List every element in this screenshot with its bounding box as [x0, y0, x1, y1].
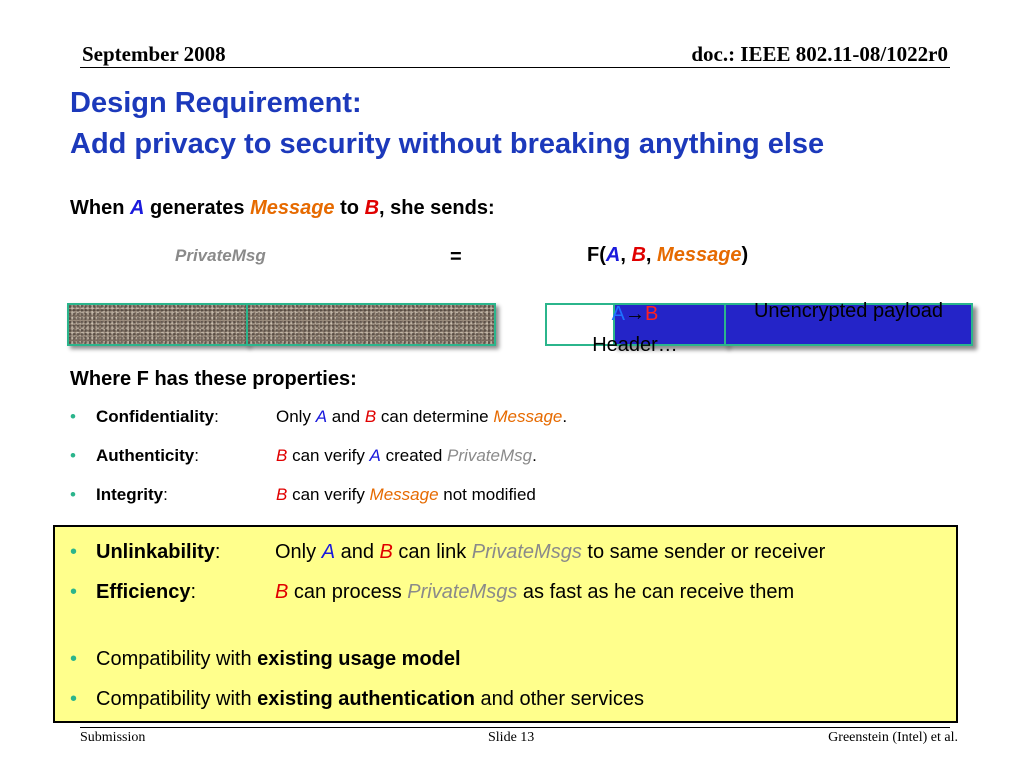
desc-text: created — [380, 446, 448, 465]
party-b: B — [364, 407, 377, 426]
footer-submission: Submission — [80, 730, 146, 745]
desc-text: as fast as he can receive them — [517, 581, 795, 603]
bullet-description — [275, 581, 794, 604]
private-msg-label: PrivateMsg — [175, 246, 266, 265]
party-a: A — [130, 197, 145, 219]
bullet-dot-icon: • — [70, 407, 76, 426]
packet-header-label — [570, 299, 700, 361]
arrow-icon: → — [625, 303, 645, 325]
party-b: B — [276, 446, 288, 465]
message-term: Message — [250, 197, 335, 219]
when-text: , she sends: — [379, 197, 495, 219]
desc-text: to same sender or receiver — [581, 541, 826, 563]
desc-text: and — [335, 541, 380, 563]
desc-text: . — [562, 407, 568, 426]
encrypted-header-block — [67, 303, 248, 346]
emphasis-text: existing authentication — [257, 688, 475, 710]
colon: : — [190, 581, 197, 603]
party-b: B — [276, 485, 288, 504]
desc-text: and — [327, 407, 365, 426]
label-text: Confidentiality — [96, 407, 215, 426]
label-text: Authenticity — [96, 446, 195, 465]
emphasis-text: existing usage model — [257, 648, 461, 670]
when-text: to — [334, 197, 365, 219]
private-msg-term: PrivateMsgs — [407, 581, 518, 603]
header-divider — [80, 67, 950, 68]
bullet-description — [276, 446, 537, 466]
footer-divider — [80, 727, 950, 728]
party-b: B — [364, 197, 380, 219]
colon: : — [194, 446, 199, 465]
header-a: A — [611, 303, 625, 325]
bullet-label — [96, 407, 219, 427]
bullet-dot-icon: • — [70, 485, 76, 504]
bullet-label — [96, 485, 168, 505]
party-b: B — [379, 541, 393, 563]
message-term: Message — [493, 407, 563, 426]
bullet-description — [275, 541, 825, 564]
message-term: Message — [657, 244, 742, 266]
bullet-label — [96, 541, 220, 564]
bullet-description — [276, 485, 536, 505]
desc-text: . — [532, 446, 537, 465]
bullet-label — [96, 581, 196, 604]
colon: : — [214, 407, 219, 426]
comma: , — [620, 244, 632, 266]
header-text: Header… — [592, 334, 678, 356]
private-msg-term: PrivateMsgs — [471, 541, 582, 563]
desc-text: not modified — [438, 485, 536, 504]
party-b: B — [631, 244, 646, 266]
packet-payload-label: Unencrypted payload — [753, 300, 943, 322]
desc-text: can link — [392, 541, 472, 563]
when-text: When — [70, 197, 130, 219]
party-a: A — [315, 407, 328, 426]
party-a: A — [321, 541, 336, 563]
desc-text: can process — [288, 581, 408, 603]
colon: : — [163, 485, 168, 504]
bullet-label — [96, 446, 199, 466]
colon: : — [214, 541, 221, 563]
bullet-dot-icon: • — [70, 541, 78, 563]
desc-text: can verify — [287, 446, 370, 465]
desc-text: can determine — [376, 407, 494, 426]
f-close: ) — [741, 244, 749, 266]
header-doc-id: doc.: IEEE 802.11-08/1022r0 — [691, 42, 948, 66]
header-date: September 2008 — [82, 42, 226, 66]
desc-text: Only — [275, 541, 322, 563]
footer-authors: Greenstein (Intel) et al. — [828, 730, 958, 745]
when-statement — [70, 197, 495, 220]
desc-text: and other services — [474, 688, 644, 710]
encrypted-payload-block — [246, 303, 496, 346]
private-msg-term: PrivateMsg — [447, 446, 533, 465]
footer-slide-number: Slide 13 — [488, 730, 535, 745]
when-text: generates — [144, 197, 251, 219]
bullet-dot-icon: • — [70, 648, 78, 670]
desc-text: Compatibility with — [96, 688, 258, 710]
slide-title-line2: Add privacy to security without breaking anything else — [70, 128, 825, 160]
bullet-description — [96, 648, 461, 671]
equals-sign: = — [450, 246, 462, 268]
header-b: B — [645, 303, 659, 325]
party-a: A — [605, 244, 621, 266]
bullet-dot-icon: • — [70, 688, 78, 710]
bullet-description — [276, 407, 567, 427]
party-a: A — [369, 446, 381, 465]
desc-text: Only — [276, 407, 316, 426]
bullet-dot-icon: • — [70, 581, 78, 603]
slide-title-line1: Design Requirement: — [70, 87, 362, 119]
party-b: B — [275, 581, 289, 603]
where-heading: Where F has these properties: — [70, 368, 357, 390]
label-text: Efficiency — [96, 581, 191, 603]
label-text: Integrity — [96, 485, 164, 504]
desc-text: Compatibility with — [96, 648, 258, 670]
label-text: Unlinkability — [96, 541, 215, 563]
message-term: Message — [369, 485, 439, 504]
bullet-description — [96, 688, 644, 711]
f-open: F( — [587, 244, 606, 266]
function-expression — [587, 244, 748, 267]
bullet-dot-icon: • — [70, 446, 76, 465]
desc-text: can verify — [287, 485, 370, 504]
comma: , — [645, 244, 658, 266]
